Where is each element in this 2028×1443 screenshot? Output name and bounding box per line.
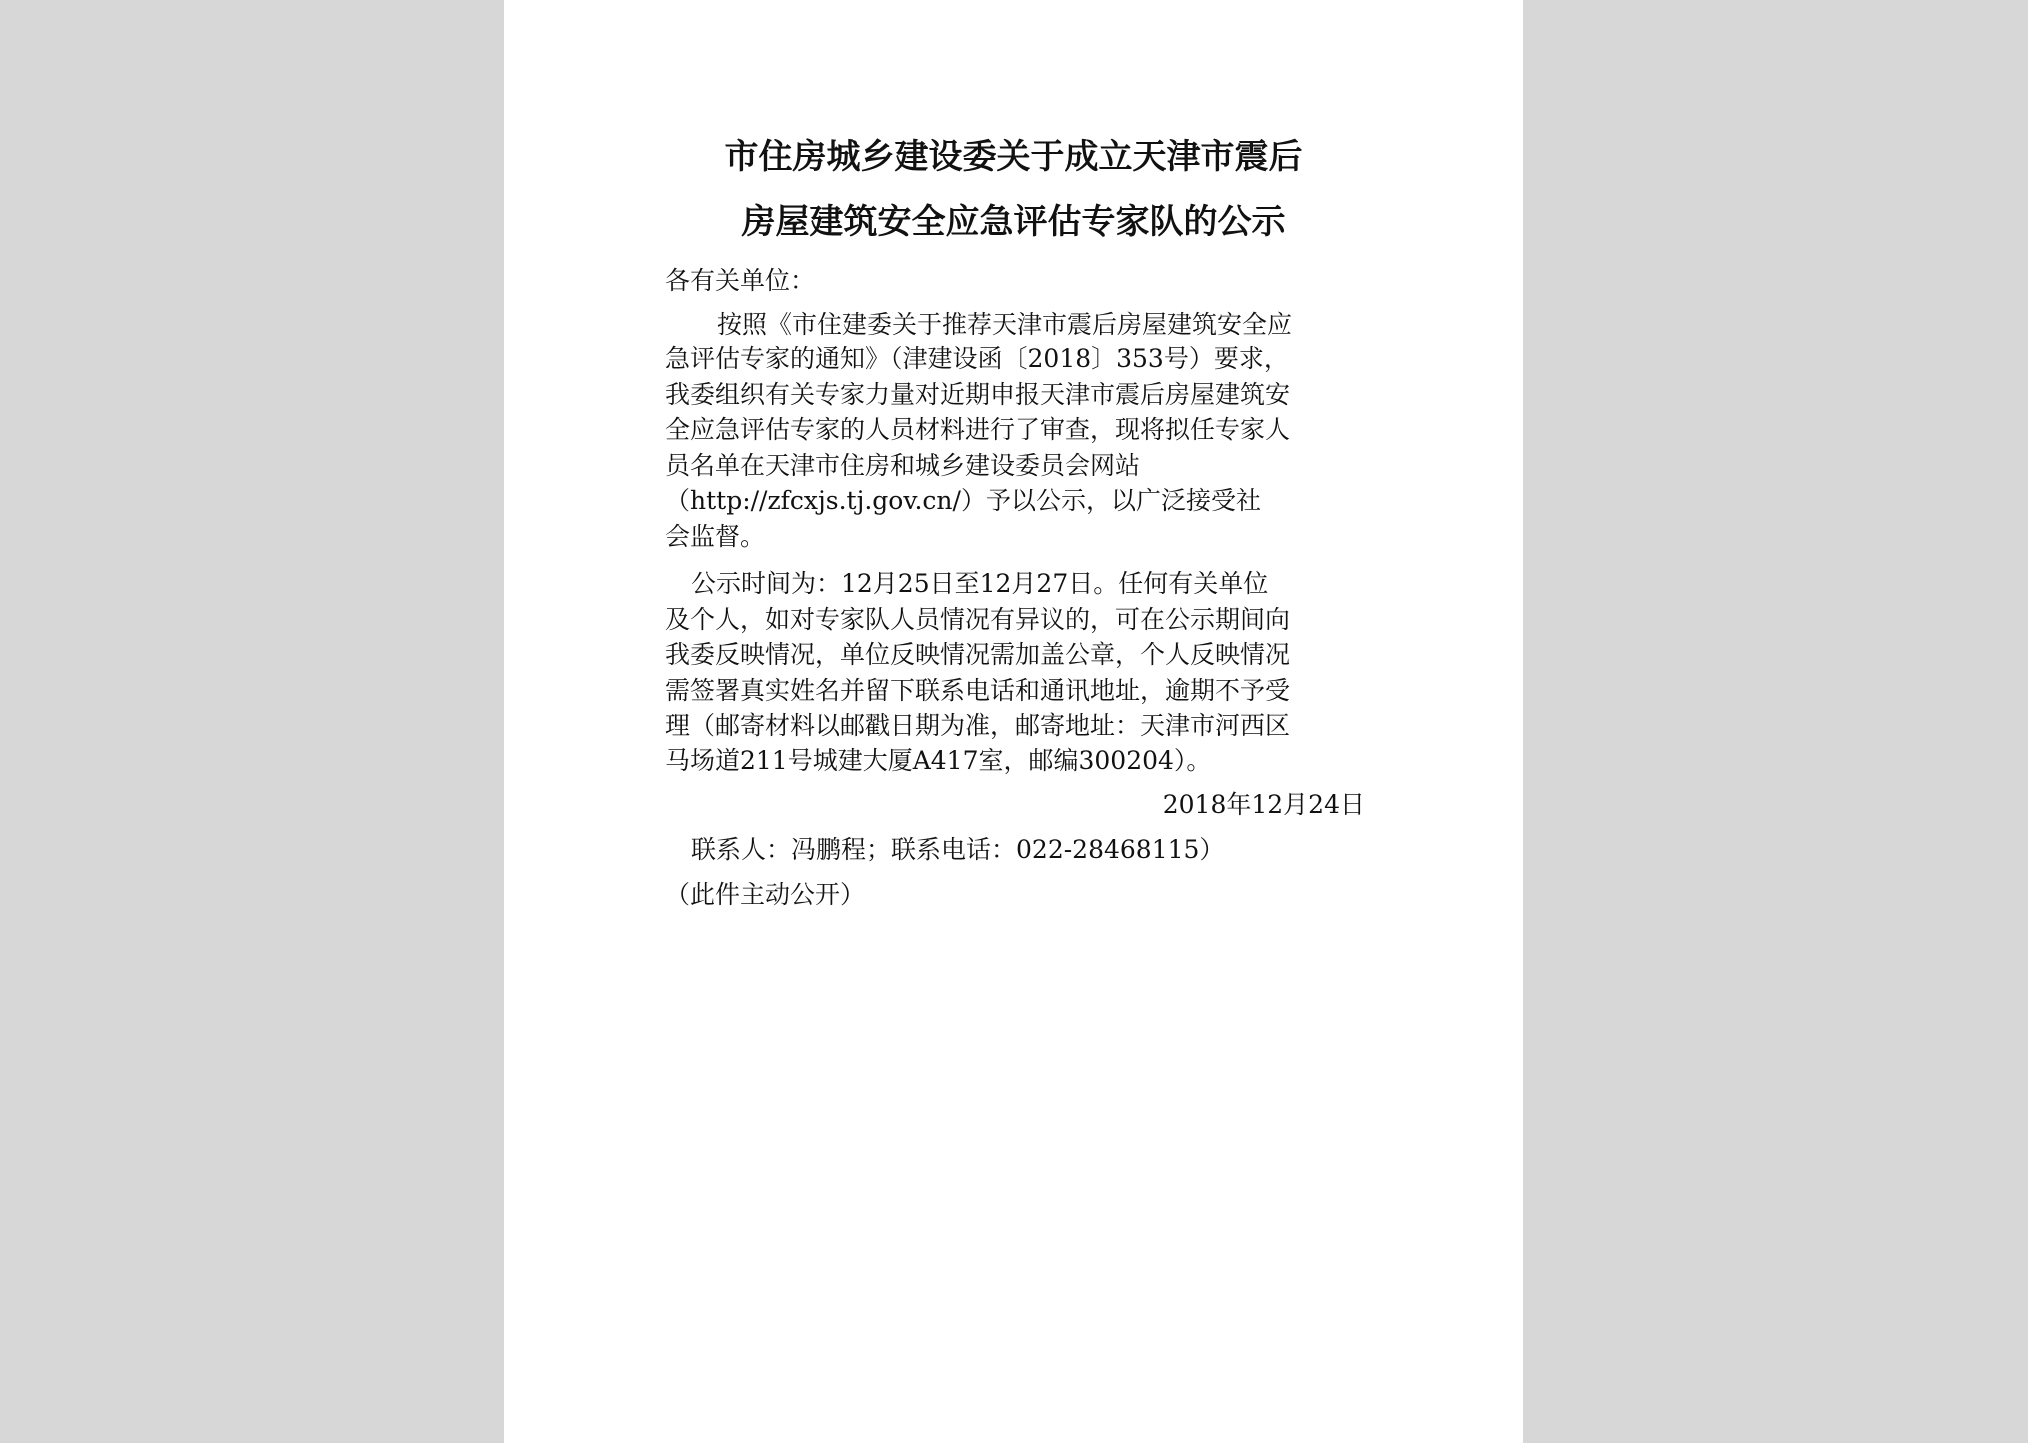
paragraph-2-line: 我委反映情况，单位反映情况需加盖公章，个人反映情况 <box>665 640 1291 669</box>
paragraph-1-line: 按照《市住建委关于推荐天津市震后房屋建筑安全应 <box>717 310 1293 339</box>
document-title-line-2: 房屋建筑安全应急评估专家队的公示 <box>741 202 1286 242</box>
document-page <box>504 0 1523 1443</box>
disclosure-note: （此件主动公开） <box>665 880 866 909</box>
document-date: 2018年12月24日 <box>1162 790 1365 819</box>
paragraph-2-line: 需签署真实姓名并留下联系电话和通讯地址，逾期不予受 <box>665 676 1291 705</box>
paragraph-1-line: 员名单在天津市住房和城乡建设委员会网站 <box>665 451 1141 480</box>
salutation: 各有关单位： <box>665 266 816 295</box>
paragraph-1-line: 我委组织有关专家力量对近期申报天津市震后房屋建筑安 <box>665 380 1291 409</box>
document-title-line-1: 市住房城乡建设委关于成立天津市震后 <box>724 137 1303 177</box>
paragraph-1-line: （http://zfcxjs.tj.gov.cn/）予以公示，以广泛接受社 <box>665 486 1261 515</box>
paragraph-1-line: 会监督。 <box>665 522 766 551</box>
paragraph-1-line: 急评估专家的通知》（津建设函〔2018〕353号）要求， <box>665 344 1289 373</box>
contact-info: 联系人：冯鹏程；联系电话：022-28468115） <box>691 835 1225 864</box>
paragraph-2-line: 理（邮寄材料以邮戳日期为准，邮寄地址：天津市河西区 <box>665 711 1291 740</box>
paragraph-2-line: 及个人，如对专家队人员情况有异议的，可在公示期间向 <box>665 605 1291 634</box>
paragraph-2-line: 马场道211号城建大厦A417室，邮编300204）。 <box>665 746 1212 775</box>
paragraph-1-line: 全应急评估专家的人员材料进行了审查，现将拟任专家人 <box>665 415 1291 444</box>
paragraph-2-line: 公示时间为：12月25日至12月27日。任何有关单位 <box>691 569 1269 598</box>
